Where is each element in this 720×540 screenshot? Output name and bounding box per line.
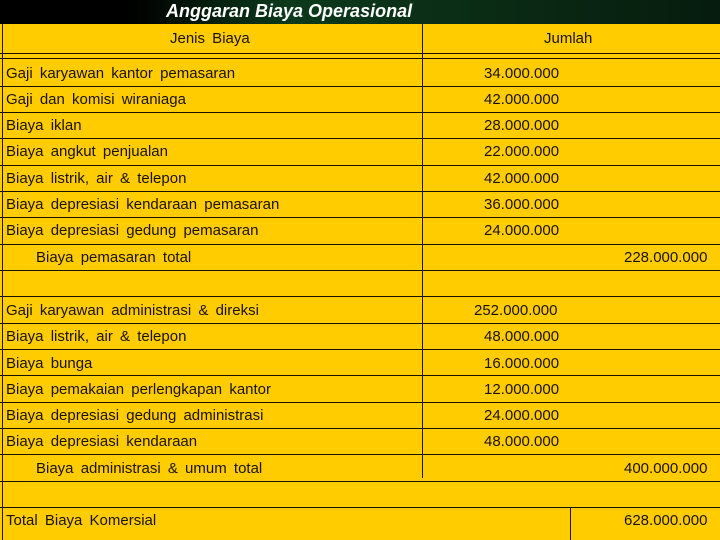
table-row-amount: 34.000.000	[484, 65, 560, 82]
column-divider	[2, 24, 3, 540]
table-row-label: Gaji dan komisi wiraniaga	[6, 91, 186, 108]
column-divider	[422, 24, 423, 478]
subtotal-amount: 228.000.000	[624, 249, 708, 266]
slide-title: Anggaran Biaya Operasional	[166, 1, 413, 21]
grand-total-amount: 628.000.000	[624, 512, 708, 529]
subtotal-amount: 400.000.000	[624, 460, 708, 477]
table-row-label: Biaya depresiasi kendaraan	[6, 433, 198, 450]
table-row-amount: 22.000.000	[484, 143, 560, 160]
table-row-label: Biaya iklan	[6, 117, 82, 134]
row-divider	[0, 270, 720, 271]
table-row-amount: 24.000.000	[484, 407, 560, 424]
row-divider	[0, 323, 720, 324]
table-row-label: Gaji karyawan kantor pemasaran	[6, 65, 236, 82]
table-row-amount: 36.000.000	[484, 196, 560, 213]
row-divider	[0, 454, 720, 455]
row-divider	[0, 481, 720, 482]
row-divider	[0, 507, 720, 508]
grand-total-label: Total Biaya Komersial	[6, 512, 157, 529]
row-divider	[0, 402, 720, 403]
column-divider	[570, 507, 571, 540]
row-divider	[0, 165, 720, 166]
table-row-amount: 42.000.000	[484, 170, 560, 187]
table-row-label: Biaya depresiasi kendaraan pemasaran	[6, 196, 280, 213]
table-row-label: Biaya depresiasi gedung administrasi	[6, 407, 264, 424]
subtotal-label: Biaya administrasi & umum total	[36, 460, 263, 477]
table-row-amount: 48.000.000	[484, 328, 560, 345]
table-row-amount: 16.000.000	[484, 355, 560, 372]
table-row-amount: 252.000.000	[474, 302, 558, 319]
table-row-amount: 28.000.000	[484, 117, 560, 134]
row-divider	[0, 191, 720, 192]
row-divider	[0, 112, 720, 113]
table-row-label: Biaya bunga	[6, 355, 93, 372]
table-row-amount: 48.000.000	[484, 433, 560, 450]
subtotal-label: Biaya pemasaran total	[36, 249, 192, 266]
table-row-label: Biaya listrik, air & telepon	[6, 328, 187, 345]
table-row-label: Biaya pemakaian perlengkapan kantor	[6, 381, 272, 398]
row-divider	[0, 296, 720, 297]
row-divider	[0, 428, 720, 429]
row-divider	[0, 58, 720, 59]
column-header-amount: Jumlah	[544, 30, 593, 47]
table-row-label: Gaji karyawan administrasi & direksi	[6, 302, 259, 319]
table-row-label: Biaya angkut penjualan	[6, 143, 168, 160]
table-row-amount: 24.000.000	[484, 222, 560, 239]
table-row-label: Biaya depresiasi gedung pemasaran	[6, 222, 259, 239]
row-divider	[0, 86, 720, 87]
table-row-label: Biaya listrik, air & telepon	[6, 170, 187, 187]
row-divider	[0, 138, 720, 139]
column-header-name: Jenis Biaya	[170, 30, 250, 47]
row-divider	[0, 217, 720, 218]
row-divider	[0, 349, 720, 350]
row-divider	[0, 53, 720, 54]
table-row-amount: 12.000.000	[484, 381, 560, 398]
row-divider	[0, 244, 720, 245]
row-divider	[0, 375, 720, 376]
table-row-amount: 42.000.000	[484, 91, 560, 108]
